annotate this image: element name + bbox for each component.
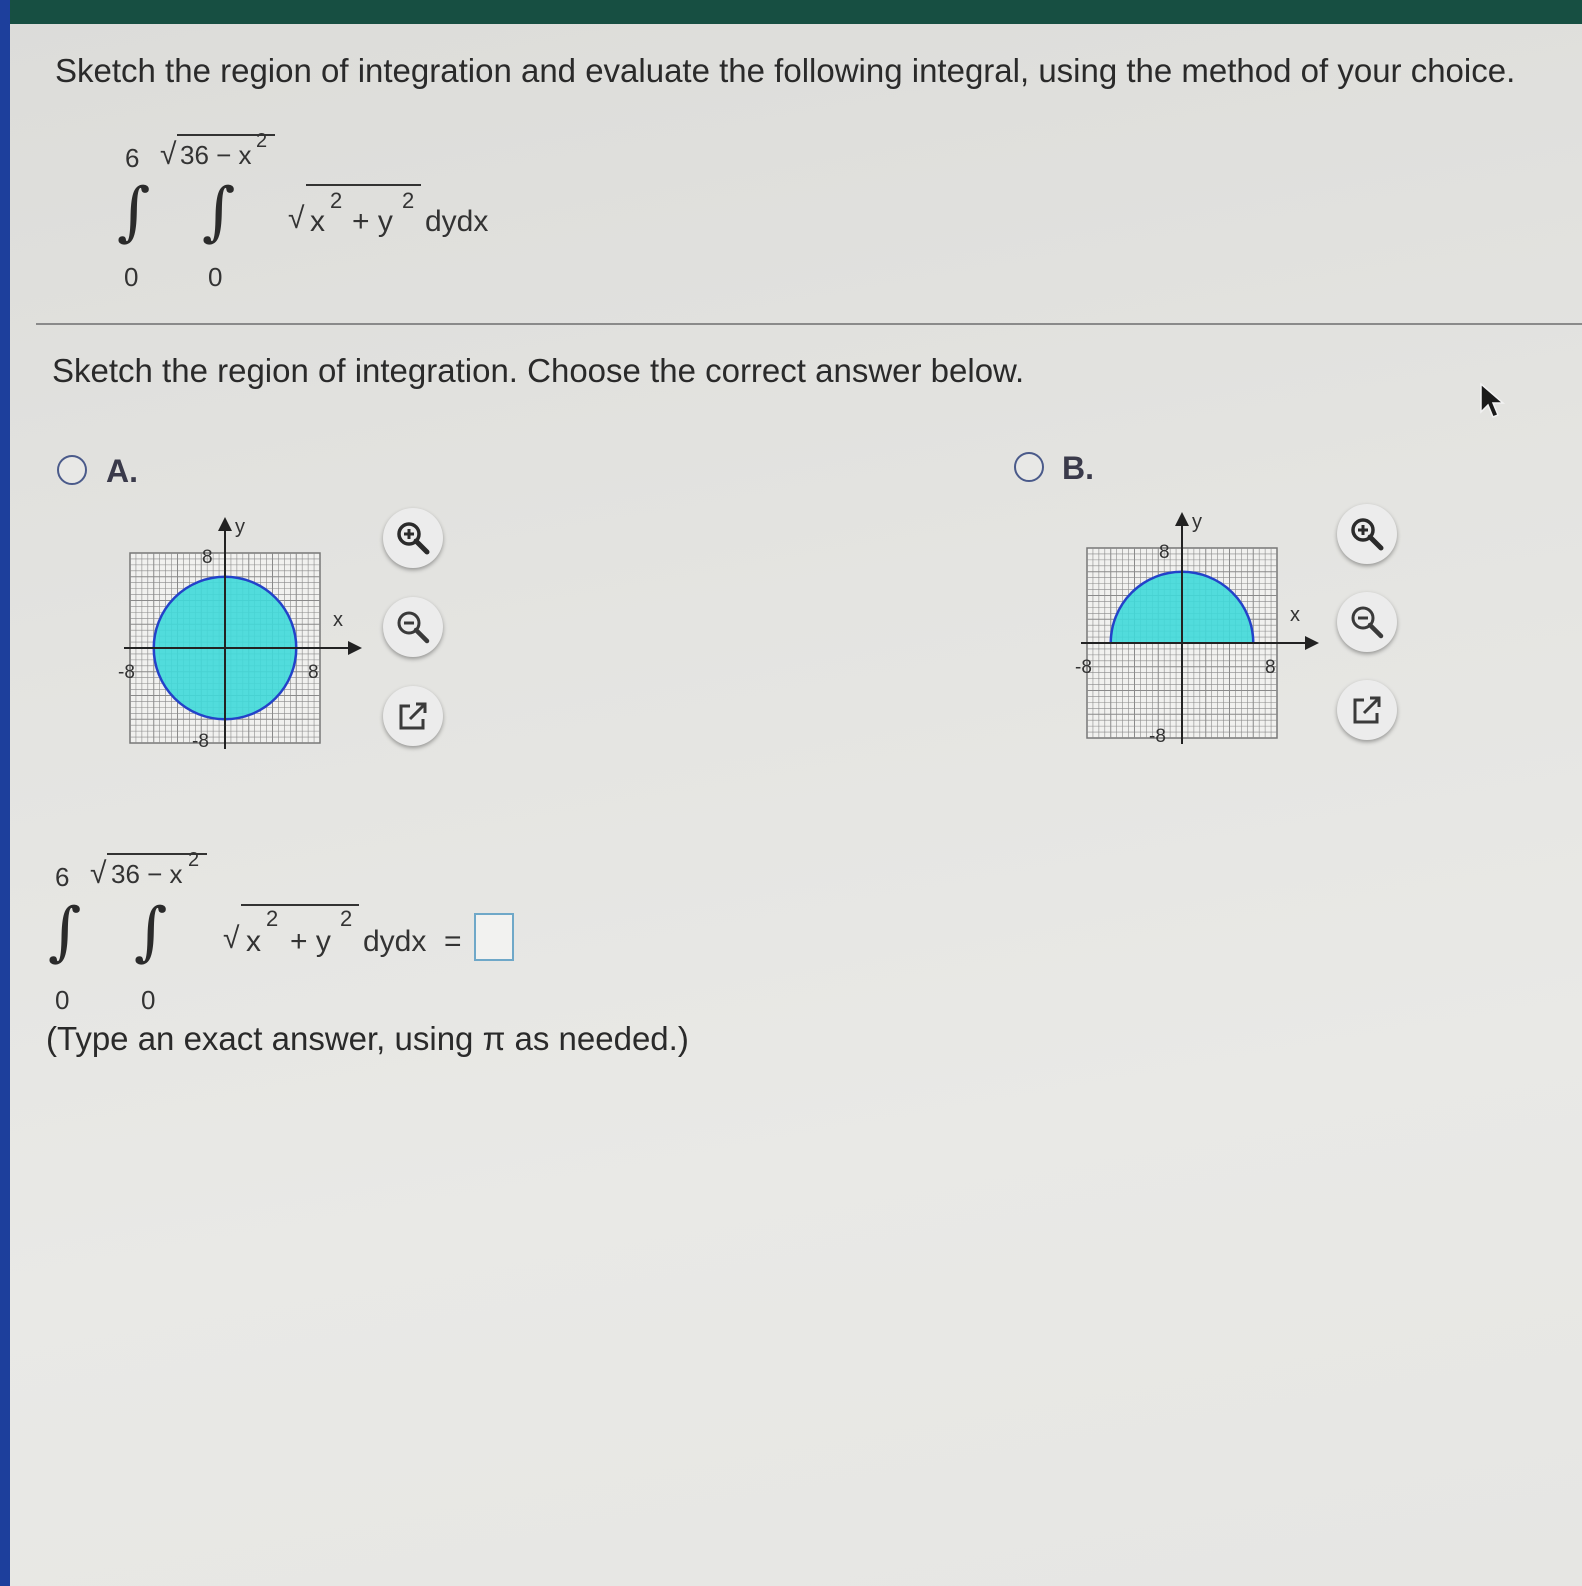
option-a-label: A. (106, 453, 138, 489)
inner-upper-exponent: 2 (256, 130, 268, 152)
open-new-window-icon (1350, 693, 1384, 727)
option-b-y-axis-arrow (1175, 512, 1189, 526)
option-b-tick-y-neg: -8 (1149, 726, 1166, 747)
answer-outer-integral-sign: ∫ (48, 895, 82, 969)
answer-inner-lower-limit: 0 (141, 985, 156, 1015)
option-b-tick-y-pos: 8 (1159, 542, 1170, 563)
answer-equals-sign: = (444, 925, 462, 958)
answer-inner-upper-exponent: 2 (188, 849, 200, 871)
option-a-tick-x-neg: -8 (118, 662, 135, 683)
answer-integrand-y-exponent: 2 (340, 906, 353, 931)
integrand-plus-y: + y (352, 205, 393, 238)
left-accent-bar (0, 0, 10, 1586)
answer-inner-integral-sign: ∫ (134, 895, 168, 969)
top-header-bar (0, 0, 1582, 24)
option-a-radio[interactable] (57, 455, 87, 485)
answer-integrand-x: x (246, 925, 261, 958)
option-b-radio[interactable] (1014, 452, 1044, 482)
option-a-zoom-out-button[interactable] (383, 597, 443, 657)
integrand-x-exponent: 2 (330, 188, 343, 213)
answer-input[interactable] (474, 913, 514, 961)
section-divider (36, 323, 1582, 325)
answer-integrand-differential: dydx (363, 925, 427, 958)
option-b-x-axis-arrow (1305, 636, 1319, 650)
part-instruction: Sketch the region of integration. Choose the correct answer below. (52, 352, 1025, 389)
option-a-y-axis-arrow (218, 517, 232, 531)
option-a-tick-y-neg: -8 (192, 731, 209, 752)
option-a-y-axis-label: y (235, 516, 245, 538)
radical-sign: √ (160, 138, 177, 171)
integrand-x: x (310, 205, 325, 238)
option-b-zoom-out-button[interactable] (1337, 592, 1397, 652)
option-a-zoom-in-button[interactable] (383, 508, 443, 568)
option-b-y-axis-label: y (1192, 511, 1202, 533)
option-a-tick-y-pos: 8 (202, 547, 213, 568)
option-b-label: B. (1062, 450, 1094, 486)
integrand-radical-sign: √ (288, 202, 305, 235)
option-b-tick-x-neg: -8 (1075, 657, 1092, 678)
option-b-x-axis-label: x (1290, 604, 1300, 626)
zoom-in-icon (1348, 515, 1386, 553)
inner-upper-radicand: 36 − x (180, 140, 252, 170)
answer-integrand-x-exponent: 2 (266, 906, 279, 931)
option-a-tick-x-pos: 8 (308, 662, 319, 683)
open-new-window-icon (396, 699, 430, 733)
integrand-y-exponent: 2 (402, 188, 415, 213)
answer-inner-upper-radicand: 36 − x (111, 859, 183, 889)
option-b-tick-x-pos: 8 (1265, 657, 1276, 678)
option-b-graph (1069, 500, 1329, 750)
option-b-open-new-window-button[interactable] (1337, 680, 1397, 740)
option-b-zoom-in-button[interactable] (1337, 504, 1397, 564)
option-a-x-axis-arrow (348, 641, 362, 655)
answer-integrand-plus-y: + y (290, 925, 331, 958)
zoom-in-icon (394, 519, 432, 557)
question-prompt: Sketch the region of integration and evaluate the following integral, using the method of your choice. (55, 52, 1516, 89)
option-a-graph (112, 505, 372, 755)
zoom-out-icon (1348, 603, 1386, 641)
outer-integral-sign: ∫ (117, 175, 151, 249)
answer-hint: (Type an exact answer, using π as needed.) (46, 1020, 689, 1057)
outer-lower-limit: 0 (124, 262, 139, 292)
answer-outer-upper-limit: 6 (55, 862, 70, 892)
outer-upper-limit: 6 (125, 143, 140, 173)
inner-lower-limit: 0 (208, 262, 223, 292)
answer-integrand-radical-sign: √ (223, 922, 240, 955)
answer-radical-sign: √ (90, 857, 107, 890)
integrand-differential: dydx (425, 205, 489, 238)
inner-integral-sign: ∫ (202, 175, 236, 249)
mouse-cursor-icon (1478, 382, 1508, 422)
zoom-out-icon (394, 608, 432, 646)
answer-outer-lower-limit: 0 (55, 985, 70, 1015)
option-a-x-axis-label: x (333, 609, 343, 631)
integrand-radical-bar (306, 184, 421, 186)
option-a-open-new-window-button[interactable] (383, 686, 443, 746)
